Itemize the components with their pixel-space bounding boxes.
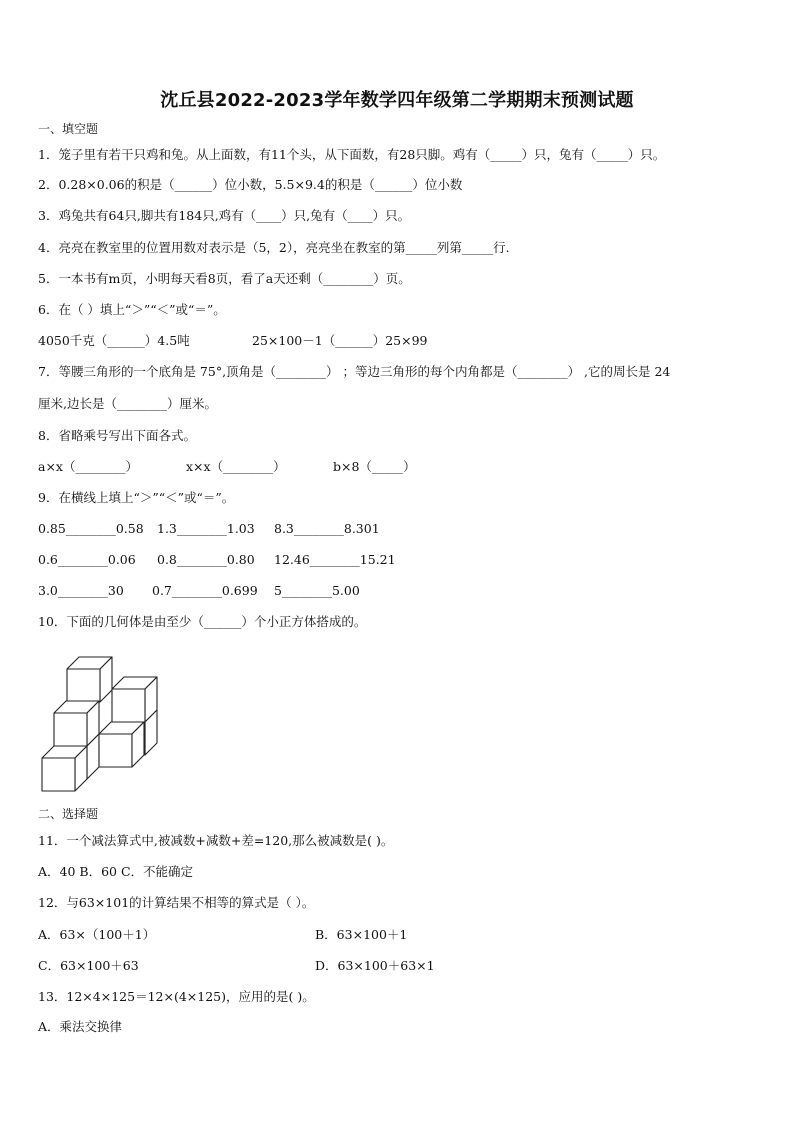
page-title: 沈丘县2022-2023学年数学四年级第二学期期末预测试题 [160, 90, 634, 111]
question-12-option-c: C．63×100＋63 [38, 958, 139, 973]
question-11: 11．一个减法算式中,被减数+减数+差=120,那么被减数是( )。 [38, 833, 394, 848]
question-9-row-2-b: 0.8________0.80 [157, 552, 255, 567]
question-9-row-1-c: 8.3________8.301 [274, 521, 380, 536]
question-2: 2．0.28×0.06的积是（______）位小数，5.5×9.4的积是（______）位小数 [38, 177, 463, 192]
question-10: 10．下面的几何体是由至少（______）个小正方体搭成的。 [38, 614, 367, 629]
question-9-row-3-c: 5________5.00 [274, 583, 360, 598]
question-8-item-b: x×x（________） [186, 459, 286, 474]
question-6-item-a: 4050千克（______）4.5吨 [38, 333, 190, 348]
cube-bottom-left [42, 746, 87, 791]
question-8-item-a: a×x（________） [38, 459, 138, 474]
question-12-option-d: D．63×100＋63×1 [315, 958, 435, 973]
question-6: 6．在（ ）填上“＞”“＜”或“＝”。 [38, 302, 226, 317]
question-12: 12．与63×101的计算结果不相等的算式是（ ）。 [38, 895, 315, 910]
question-13-option-a: A．乘法交换律 [38, 1019, 123, 1034]
question-6-item-b: 25×100－1（______）25×99 [252, 333, 428, 348]
cube-stack-figure [38, 652, 164, 796]
cube-right-upper [112, 677, 157, 722]
question-9: 9．在横线上填上“＞”“＜”或“＝”。 [38, 490, 235, 505]
question-9-row-3-b: 0.7________0.699 [152, 583, 258, 598]
question-9-row-1-a: 0.85________0.58 [38, 521, 144, 536]
question-9-row-2-a: 0.6________0.06 [38, 552, 136, 567]
cube-back-top [67, 657, 112, 702]
question-7-line-1: 7．等腰三角形的一个底角是 75°,顶角是（________） ；等边三角形的每个内角都是（________） ,它的周长是 24 [38, 364, 671, 379]
question-9-row-3-a: 3.0________30 [38, 583, 124, 598]
question-7-line-2: 厘米,边长是（________）厘米。 [38, 396, 217, 411]
cube-middle-left [54, 701, 99, 746]
question-12-option-b: B．63×100＋1 [315, 927, 408, 942]
question-8-item-c: b×8（_____） [333, 459, 416, 474]
question-8: 8．省略乘号写出下面各式。 [38, 428, 196, 443]
section-heading-fill-blank: 一、填空题 [38, 122, 99, 136]
question-12-option-a: A．63×（100＋1） [38, 927, 156, 942]
question-1: 1．笼子里有若干只鸡和兔。从上面数，有11个头，从下面数，有28只脚。鸡有（_____）只，兔有（_____）只。 [38, 147, 666, 162]
question-9-row-1-b: 1.3________1.03 [157, 521, 255, 536]
question-9-row-2-c: 12.46________15.21 [274, 552, 396, 567]
question-5: 5．一本书有m页，小明每天看8页，看了a天还剩（________）页。 [38, 271, 411, 286]
section-heading-choice: 二、选择题 [38, 807, 99, 821]
question-13: 13．12×4×125＝12×(4×125)，应用的是( )。 [38, 989, 315, 1004]
question-3: 3．鸡兔共有64只,脚共有184只,鸡有（____）只,兔有（____）只。 [38, 208, 411, 223]
question-11-options: A．40 B．60 C．不能确定 [38, 864, 194, 879]
question-4: 4．亮亮在教室里的位置用数对表示是（5，2），亮亮坐在教室的第_____列第_____行. [38, 240, 510, 255]
